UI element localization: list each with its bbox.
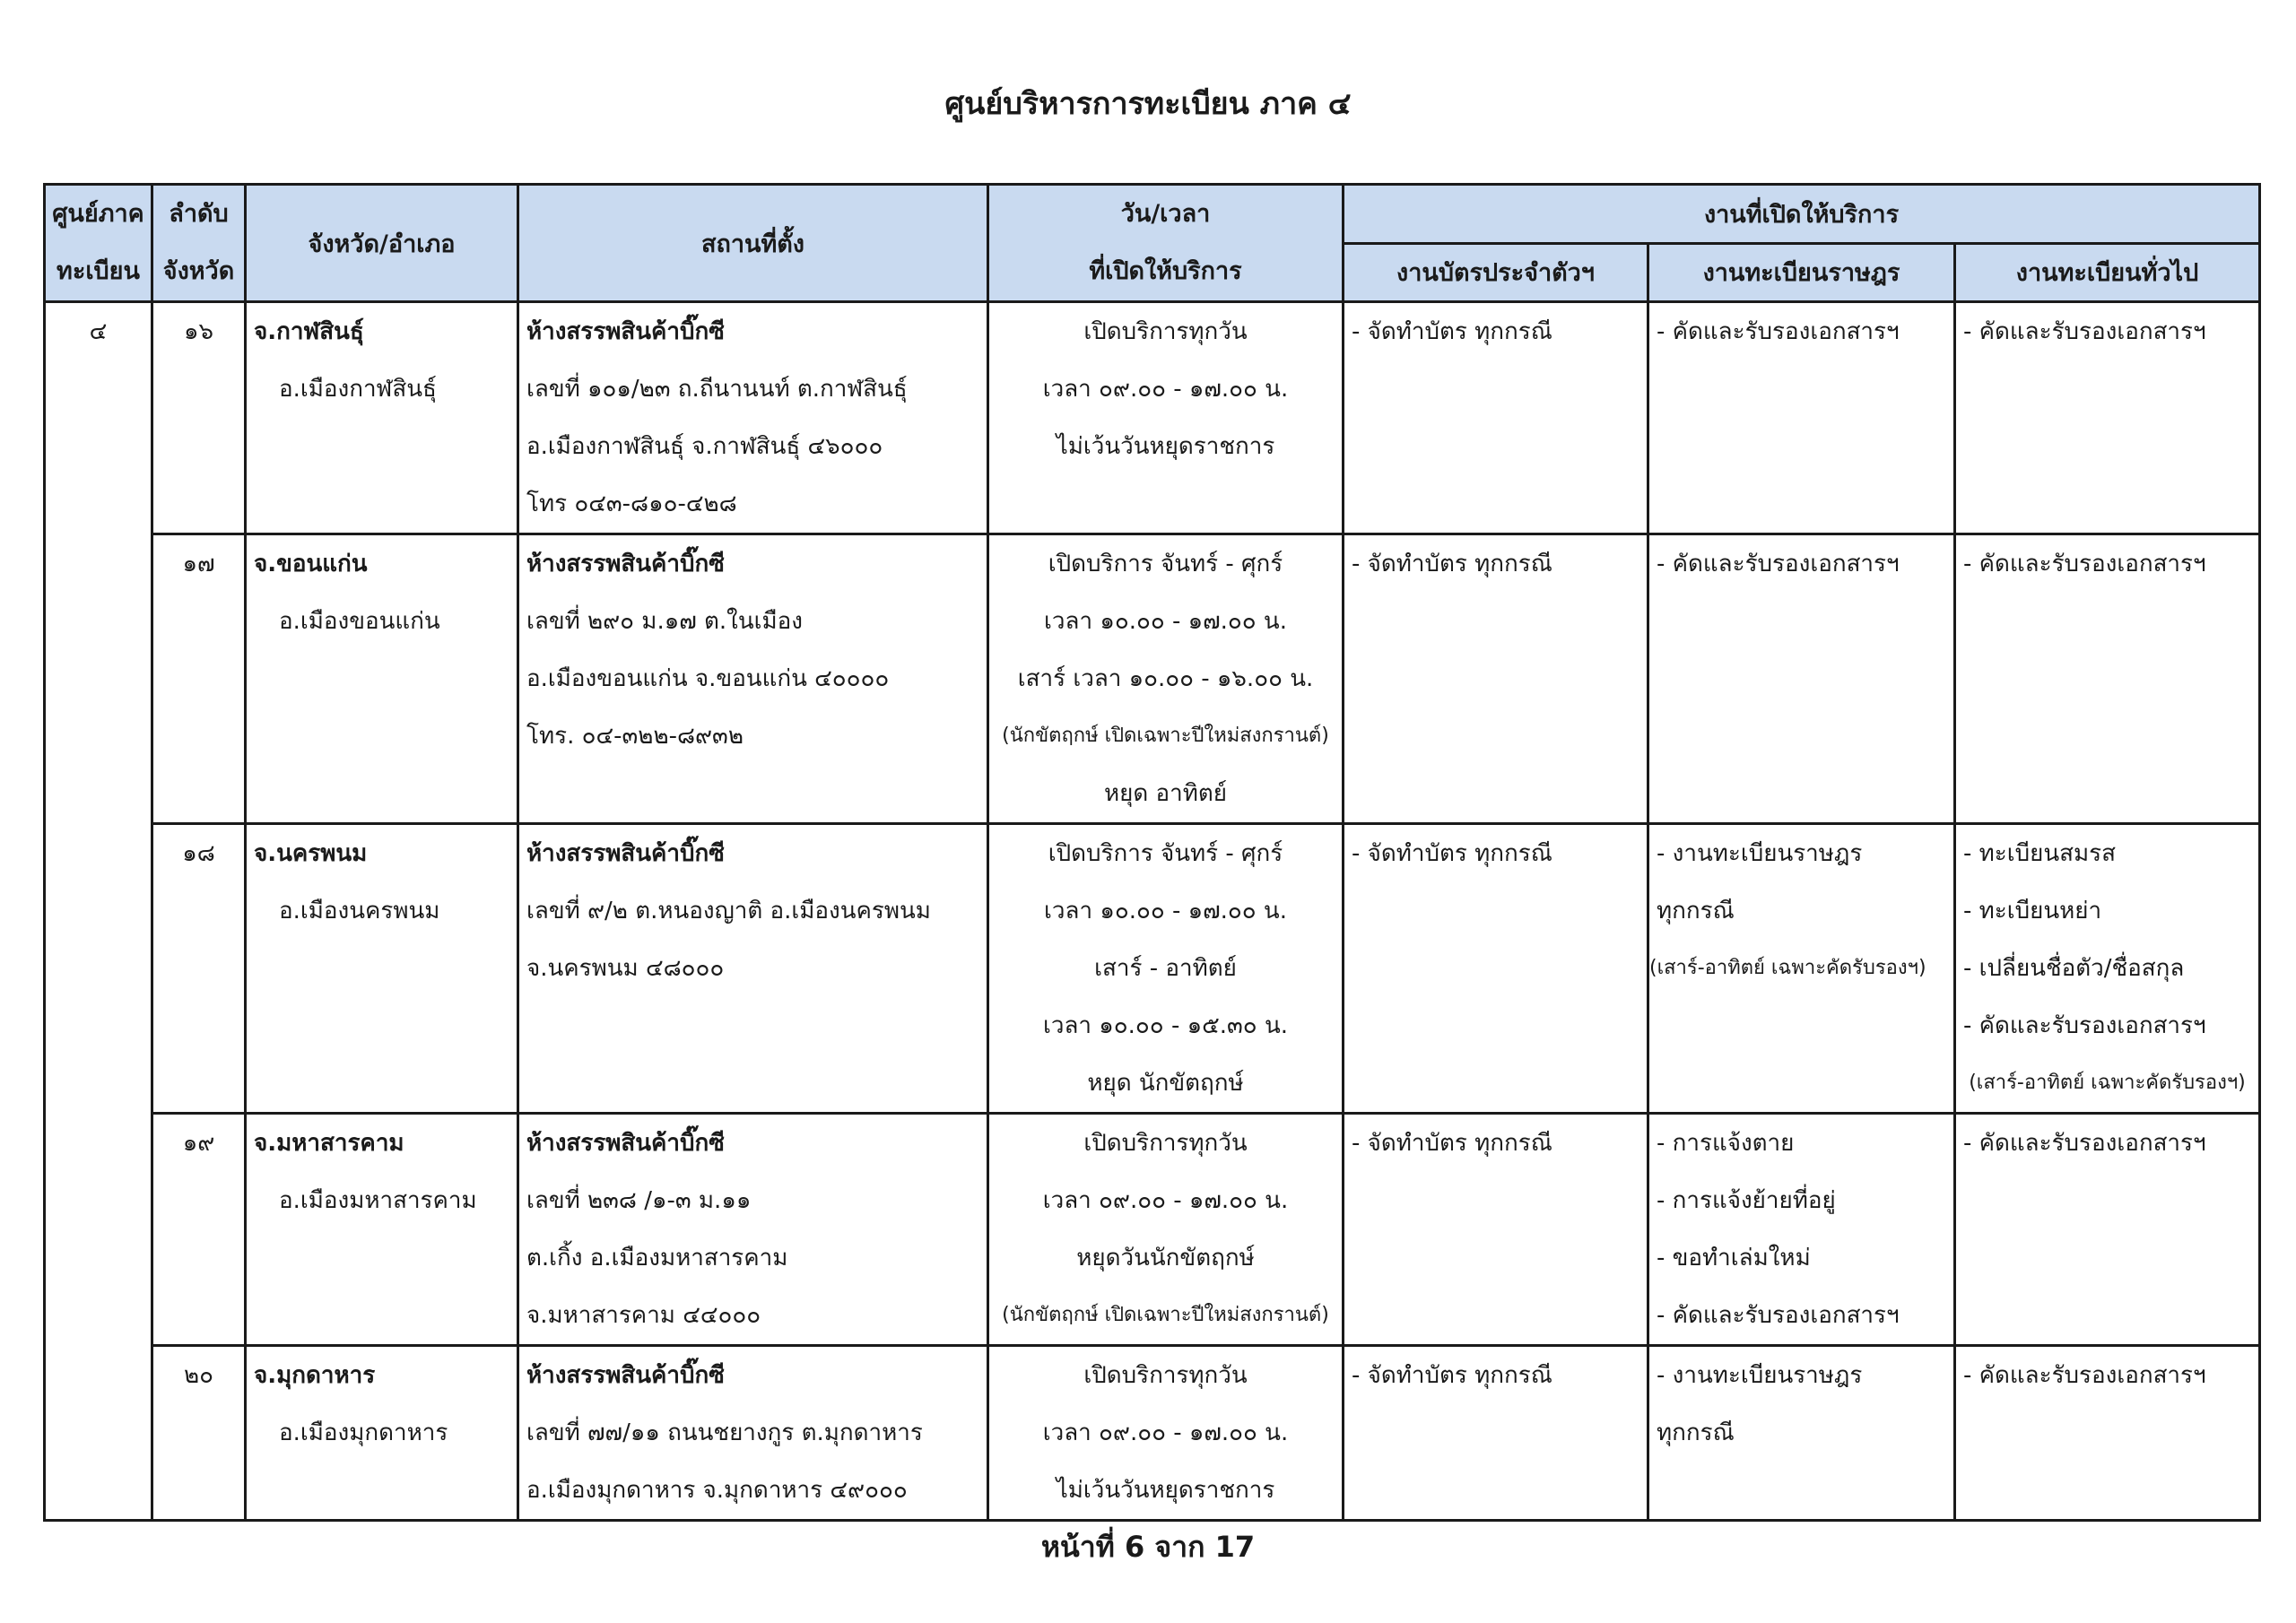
time-cell: เปิดบริการทุกวัน เวลา ๐๙.๐๐ - ๑๗.๐๐ น. หยุดวันนักขัตฤกษ์ (นักขัตฤกษ์ เปิดเฉพาะปีใหม่สงกรานต์): [988, 1114, 1344, 1346]
location-cell: ห้างสรรพสินค้าบิ๊กซี เลขที่ ๒๓๘ /๑-๓ ม.๑๑ ต.เกิ้ง อ.เมืองมหาสารคาม จ.มหาสารคาม ๔๔๐๐๐: [518, 1114, 988, 1346]
time-cell: เปิดบริการ จันทร์ - ศุกร์ เวลา ๑๐.๐๐ - ๑๗.๐๐ น. เสาร์ เวลา ๑๐.๐๐ - ๑๖.๐๐ น. (นักขัตฤกษ์ เปิดเฉพาะปีใหม่สงกรานต์) หยุด อาทิตย์: [988, 534, 1344, 824]
order-cell: ๑๗: [152, 534, 246, 824]
general-cell: - คัดและรับรองเอกสารฯ: [1955, 534, 2260, 824]
time-cell: เปิดบริการ จันทร์ - ศุกร์ เวลา ๑๐.๐๐ - ๑๗.๐๐ น. เสาร์ - อาทิตย์ เวลา ๑๐.๐๐ - ๑๕.๓๐ น. หยุด นักขัตฤกษ์: [988, 824, 1344, 1114]
header-order: ลำดับ จังหวัด: [152, 185, 246, 302]
location-cell: ห้างสรรพสินค้าบิ๊กซี เลขที่ ๒๙๐ ม.๑๗ ต.ในเมือง อ.เมืองขอนแก่น จ.ขอนแก่น ๔๐๐๐๐ โทร. ๐๔-๓๒๒-๘๙๓๒: [518, 534, 988, 824]
general-cell: - คัดและรับรองเอกสารฯ: [1955, 302, 2260, 534]
header-general: งานทะเบียนทั่วไป: [1955, 243, 2260, 302]
location-cell: ห้างสรรพสินค้าบิ๊กซี เลขที่ ๙/๒ ต.หนองญาติ อ.เมืองนครพนม จ.นครพนม ๔๘๐๐๐: [518, 824, 988, 1114]
province-cell: จ.มหาสารคาม อ.เมืองมหาสารคาม: [246, 1114, 518, 1346]
time-cell: เปิดบริการทุกวัน เวลา ๐๙.๐๐ - ๑๗.๐๐ น. ไม่เว้นวันหยุดราชการ: [988, 1346, 1344, 1521]
id-card-cell: - จัดทำบัตร ทุกกรณี: [1344, 824, 1648, 1114]
civil-cell: - งานทะเบียนราษฎร ทุกกรณี (เสาร์-อาทิตย์ เฉพาะคัดรับรองฯ): [1648, 824, 1955, 1114]
order-cell: ๑๙: [152, 1114, 246, 1346]
header-services: งานที่เปิดให้บริการ: [1344, 185, 2260, 244]
page-title: ศูนย์บริหารการทะเบียน ภาค ๔: [944, 86, 1352, 122]
province-cell: จ.ขอนแก่น อ.เมืองขอนแก่น: [246, 534, 518, 824]
header-id-card: งานบัตรประจำตัวฯ: [1344, 243, 1648, 302]
civil-cell: - คัดและรับรองเอกสารฯ: [1648, 302, 1955, 534]
province-cell: จ.มุกดาหาร อ.เมืองมุกดาหาร: [246, 1346, 518, 1521]
order-cell: ๒๐: [152, 1346, 246, 1521]
id-card-cell: - จัดทำบัตร ทุกกรณี: [1344, 1114, 1648, 1346]
header-civil: งานทะเบียนราษฎร: [1648, 243, 1955, 302]
table-row: [45, 824, 2260, 1114]
page-number: หน้าที่ 6 จาก 17: [1040, 1530, 1256, 1564]
general-cell: - ทะเบียนสมรส - ทะเบียนหย่า - เปลี่ยนชื่อตัว/ชื่อสกุล - คัดและรับรองเอกสารฯ (เสาร์-อาทิตย์ เฉพาะคัดรับรองฯ): [1955, 824, 2260, 1114]
order-cell: ๑๖: [152, 302, 246, 534]
id-card-cell: - จัดทำบัตร ทุกกรณี: [1344, 534, 1648, 824]
header-region: ศูนย์ภาค ทะเบียน: [45, 185, 152, 302]
header-time: วัน/เวลา ที่เปิดให้บริการ: [988, 185, 1344, 302]
table-row: [45, 302, 2260, 534]
general-cell: - คัดและรับรองเอกสารฯ: [1955, 1346, 2260, 1521]
table-row: [45, 1114, 2260, 1346]
order-cell: ๑๘: [152, 824, 246, 1114]
location-cell: ห้างสรรพสินค้าบิ๊กซี เลขที่ ๗๗/๑๑ ถนนชยางกูร ต.มุกดาหาร อ.เมืองมุกดาหาร จ.มุกดาหาร ๔๙๐๐๐: [518, 1346, 988, 1521]
id-card-cell: - จัดทำบัตร ทุกกรณี: [1344, 1346, 1648, 1521]
time-cell: เปิดบริการทุกวัน เวลา ๐๙.๐๐ - ๑๗.๐๐ น. ไม่เว้นวันหยุดราชการ: [988, 302, 1344, 534]
table-row: [45, 534, 2260, 824]
province-cell: จ.นครพนม อ.เมืองนครพนม: [246, 824, 518, 1114]
general-cell: - คัดและรับรองเอกสารฯ: [1955, 1114, 2260, 1346]
civil-cell: - คัดและรับรองเอกสารฯ: [1648, 534, 1955, 824]
civil-cell: - การแจ้งตาย - การแจ้งย้ายที่อยู่ - ขอทำเล่มใหม่ - คัดและรับรองเอกสารฯ: [1648, 1114, 1955, 1346]
civil-cell: - งานทะเบียนราษฎร ทุกกรณี: [1648, 1346, 1955, 1521]
id-card-cell: - จัดทำบัตร ทุกกรณี: [1344, 302, 1648, 534]
region-cell: ๔: [45, 302, 152, 1521]
header-location: สถานที่ตั้ง: [518, 185, 988, 302]
table-row: [45, 1346, 2260, 1521]
registration-table: [43, 183, 2261, 1522]
header-province: จังหวัด/อำเภอ: [246, 185, 518, 302]
location-cell: ห้างสรรพสินค้าบิ๊กซี เลขที่ ๑๐๑/๒๓ ถ.ถีนานนท์ ต.กาฬสินธุ์ อ.เมืองกาฬสินธุ์ จ.กาฬสินธุ์ ๔๖๐๐๐ โทร ๐๔๓-๘๑๐-๔๒๘: [518, 302, 988, 534]
province-cell: จ.กาฬสินธุ์ อ.เมืองกาฬสินธุ์: [246, 302, 518, 534]
